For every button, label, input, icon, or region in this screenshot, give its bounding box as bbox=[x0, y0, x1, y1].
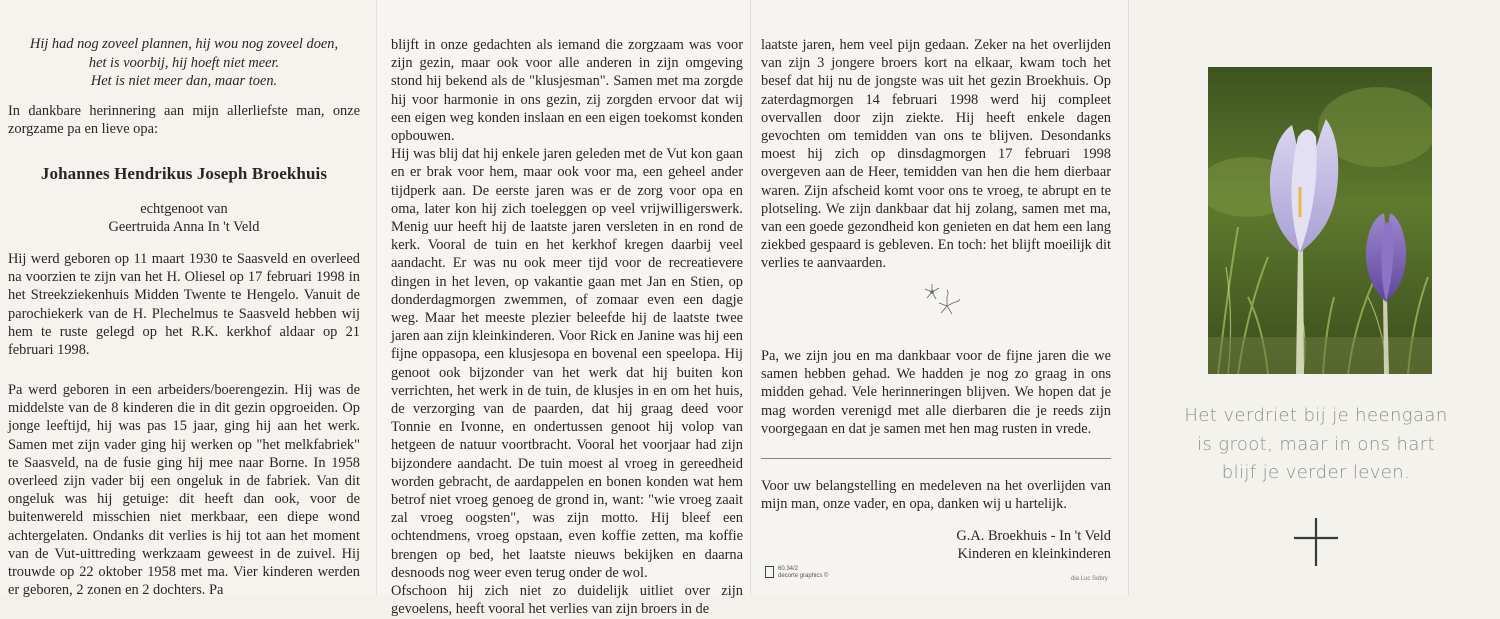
poem-line: Het verdriet bij je heengaan bbox=[1184, 405, 1448, 426]
memorial-poem bbox=[1157, 402, 1475, 488]
crocus-photo bbox=[1208, 67, 1432, 374]
card-panel-2 bbox=[376, 0, 750, 618]
photo-credit: dia Luc Sobry bbox=[1071, 576, 1108, 582]
memorial-intro: In dankbare herinnering aan mijn allerliefste man, onze zorgzame pa en lieve opa: bbox=[8, 103, 360, 138]
paragraph: blijft in onze gedachten als iemand die zorgzaam was voor zijn gezin, maar ook voor alle anderen in zijn omgeving stond hij bekend als de "klusjesman". Samen met ma zorgde hij voor harmonie in ons gezin, zij zorgden ervoor dat wij een eigen weg konden inslaan en een eigen toekomst konden opbouwen. bbox=[391, 37, 743, 145]
quote-line: Hij had nog zoveel plannen, hij wou nog zoveel doen, bbox=[29, 36, 339, 52]
biography-column-2 bbox=[391, 36, 743, 619]
quote-line: Het is niet meer dan, maar toen. bbox=[90, 73, 278, 90]
paragraph: Ofschoon hij zich niet zo duidelijk uitliet over zijn gevoelens, heeft vooral het verlies van zijn broers in de bbox=[391, 583, 743, 618]
poem-line: is groot, maar in ons hart bbox=[1196, 433, 1436, 455]
card-panel-1 bbox=[0, 0, 376, 599]
spouse-name: Geertruida Anna In 't Veld bbox=[108, 219, 260, 236]
card-panel-3 bbox=[750, 0, 1128, 595]
quote-line: het is voorbij, hij hoeft niet meer. bbox=[88, 54, 280, 71]
biography-column-3: laatste jaren, hem veel pijn gedaan. Zeker na het overlijden van zijn 3 jongere broers kort na elkaar, kwam toch het besef dat hij nu de jongste was uit het gezin Broekhuis. Op zaterdagmorgen 14 februari 1998 werd hij compleet overvallen door zijn ziekte. Hij heeft enkele dagen gevochten om temidden van ons te blijven. Desondanks moest hij zich op dinsdagmorgen 17 februari 1998 overgeven aan de Heer, temidden van hen die hem dierbaar waren. Zijn afscheid komt voor ons te vroeg, te abrupt en te plotseling. We zijn dankbaar dat hij zolang, samen met ma, van een goede gezondheid kon genieten en dat hem een lang ziekbed gespaard is gebleven. En toch: het blijft moeilijk dit verlies te aanvaarden. bbox=[761, 37, 1111, 272]
biography-dates: Hij werd geboren op 11 maart 1930 te Saasveld en overleed na voorzien te zijn van het H. Oliesel op 17 februari 1998 in het Streekziekenhuis Midden Twente te Hengelo. Vanuit de parochiekerk van de H. Plechelmus te Saasveld hebben wij hem te ruste gelegd op het R.K. kerkhof aldaar op 21 februari 1998. bbox=[8, 251, 360, 359]
signature-widow: G.A. Broekhuis - In 't Veld bbox=[956, 528, 1111, 544]
spouse-block bbox=[8, 200, 360, 236]
poem-line: blijf je verder leven. bbox=[1221, 462, 1411, 483]
printer-mark bbox=[778, 566, 828, 580]
card-panel-4 bbox=[1128, 0, 1500, 595]
thanks-to-father: Pa, we zijn jou en ma dankbaar voor de fijne jaren die we samen hebben gehad. We hadden je nog zo graag in ons midden gehad. Vele herinneringen blijven. We hopen dat je mag worden verenigd met alle dierbaren die je reeds zijn voorgegaan en dat je samen met hen mag rusten in vrede. bbox=[761, 348, 1111, 437]
spouse-label: echtgenoot van bbox=[140, 201, 228, 217]
printer-name: decorte graphics © bbox=[778, 573, 829, 579]
deceased-name: Johannes Hendrikus Joseph Broekhuis bbox=[40, 164, 328, 183]
paragraph: Hij was blij dat hij enkele jaren geleden met de Vut kon gaan en er brak voor hem, maar ook voor ma, een geheel ander tijdperk aan. De eerste jaren was er de zorg voor opa en oma, later kon hij zich toeleggen op veel vrijwilligerswerk. Menig uur heeft hij de laatste jaren versleten in en rond de kerk. Vooral de tuin en het kerkhof kregen daarbij veel aandacht. Er was nu ook meer tijd voor de recreatievere dingen in het leven, op vakantie gaan met Jan en Stien, op donderdagmorgen zwemmen, of zomaar even een dagje weg. Maar het meeste plezier beleefde hij de laatste twee jaren aan zijn kleinkinderen. Voor Rick en Janine was hij een fijne oppasopa, een klusjesopa en bovenal een speelopa. Hij genoot ook bijzonder van het werk dat hij buiten kon verrichten, het werk in de tuin, de klusjes in en om het huis, de verzorging van de paarden, dat hij graag deed voor Tonnie en Ivonne, en ondertussen genoot hij volop van hetgeen de natuur voortbracht. Vooral het voorjaar had zijn bijzondere aandacht. De tuin moest al vroeg in gereedheid worden gebracht, de aardappelen en bonen konden wat hem betrof niet vroeg genoeg de grond in, want: "wie vroeg zaait zal vroeg oogsten", was zijn motto. Hij bleef een ochtendmens, vroeg opstaan, even koffie zetten, ma koffie brengen op bed, het laatste nieuws bekijken en daarna desnoods nog weer even terug onder de wol. bbox=[391, 146, 743, 581]
acknowledgement: Voor uw belangstelling en medeleven na het overlijden van mijn man, onze vader, en opa, danken wij u hartelijk. bbox=[761, 478, 1111, 513]
opening-quote bbox=[8, 35, 360, 91]
cross-icon bbox=[1292, 516, 1340, 568]
flower-ornament-icon bbox=[919, 280, 963, 320]
printer-code: 60.34/2 bbox=[778, 566, 799, 572]
printer-logo-icon bbox=[765, 566, 774, 578]
signature-family: Kinderen en kleinkinderen bbox=[957, 546, 1111, 562]
biography-life: Pa werd geboren in een arbeiders/boerengezin. Hij was de middelste van de 8 kinderen die in dit gezin opgroeiden. Op jonge leeftijd, hij was pas 15 jaar, ging hij aan het werk. Samen met zijn vader ging hij werken op "het melkfabriek" te Saasveld, na de fusie ging hij mee naar Borne. In 1958 overleed zijn vader bij een ongeluk in de fabriek. Van dit ongeluk was hij getuige: dit heeft dan ook, voor de buitenwereld misschien niet merkbaar, een diepe wond achtergelaten. Ondanks dit verlies is hij tot aan het moment van de Vut-uittreding werkzaam geweest in de zuivel. Hij trouwde op 22 oktober 1958 met ma. Vier kinderen werden er geboren, 2 zonen en 2 dochters. Pa bbox=[8, 382, 360, 599]
divider bbox=[761, 458, 1111, 459]
